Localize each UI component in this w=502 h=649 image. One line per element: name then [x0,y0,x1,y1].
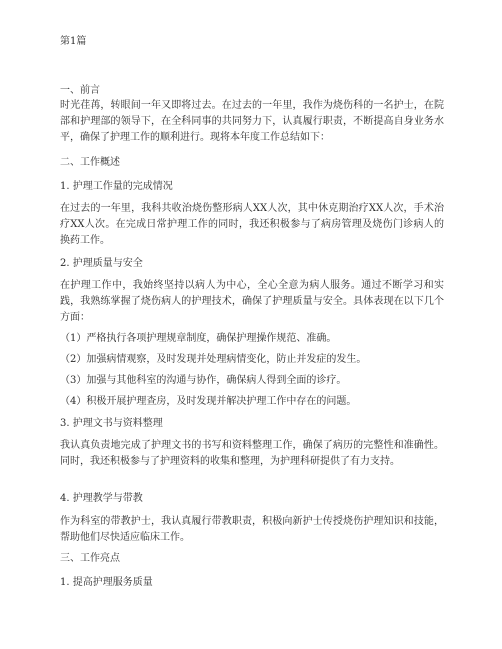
section-title-1: 1. 护理工作量的完成情况 [60,181,173,192]
section-title-5: 1. 提高护理服务质量 [60,577,153,588]
list-item: （1）严格执行各项护理规章制度，确保护理操作规范、准确。 [60,333,337,344]
section-title-4: 4. 护理教学与带教 [60,493,143,504]
heading-intro: 一、前言 [60,85,100,96]
section-text-4: 作为科室的带教护士，我认真履行带教职责，积极向新护士传授烧伤护理知识和技能，帮助他们尽快适应临床工作。 [60,516,444,543]
section-text-1: 在过去的一年里，我科共收治烧伤整形病人XX人次，其中休克期治疗XX人次，手术治疗XX人次。在完成日常护理工作的同时，我还积极参与了病房管理及烧伤门诊病人的换药工作。 [60,203,444,246]
list-item: （4）积极开展护理查房，及时发现并解决护理工作中存在的问题。 [60,396,357,407]
heading-highlights: 三、工作亮点 [60,553,120,564]
part-label: 第1篇 [60,36,87,47]
list-item: （3）加强与其他科室的沟通与协作，确保病人得到全面的诊疗。 [60,375,347,386]
heading-overview: 二、工作概述 [60,157,120,168]
section-text-2: 在护理工作中，我始终坚持以病人为中心，全心全意为病人服务。通过不断学习和实践，我熟练掌握了烧伤病人的护理技术，确保了护理质量与安全。具体表现在以下几个方面： [60,280,444,323]
section-text-3: 我认真负责地完成了护理文书的书写和资料整理工作，确保了病历的完整性和准确性。同时，我还积极参与了护理资料的收集和整理，为护理科研提供了有力支持。 [60,440,444,467]
section-title-3: 3. 护理文书与资料整理 [60,418,163,429]
list-item: （2）加强病情观察，及时发现并处理病情变化，防止并发症的发生。 [60,354,367,365]
section-title-2: 2. 护理质量与安全 [60,258,143,269]
paragraph-intro: 时光荏苒，转眼间一年又即将过去。在过去的一年里，我作为烧伤科的一名护士，在院部和护理部的领导下，在全科同事的共同努力下，认真履行职责，不断提高自身业务水平，确保了护理工作的顺利进行。现将本年度工作总结如下： [60,100,444,143]
